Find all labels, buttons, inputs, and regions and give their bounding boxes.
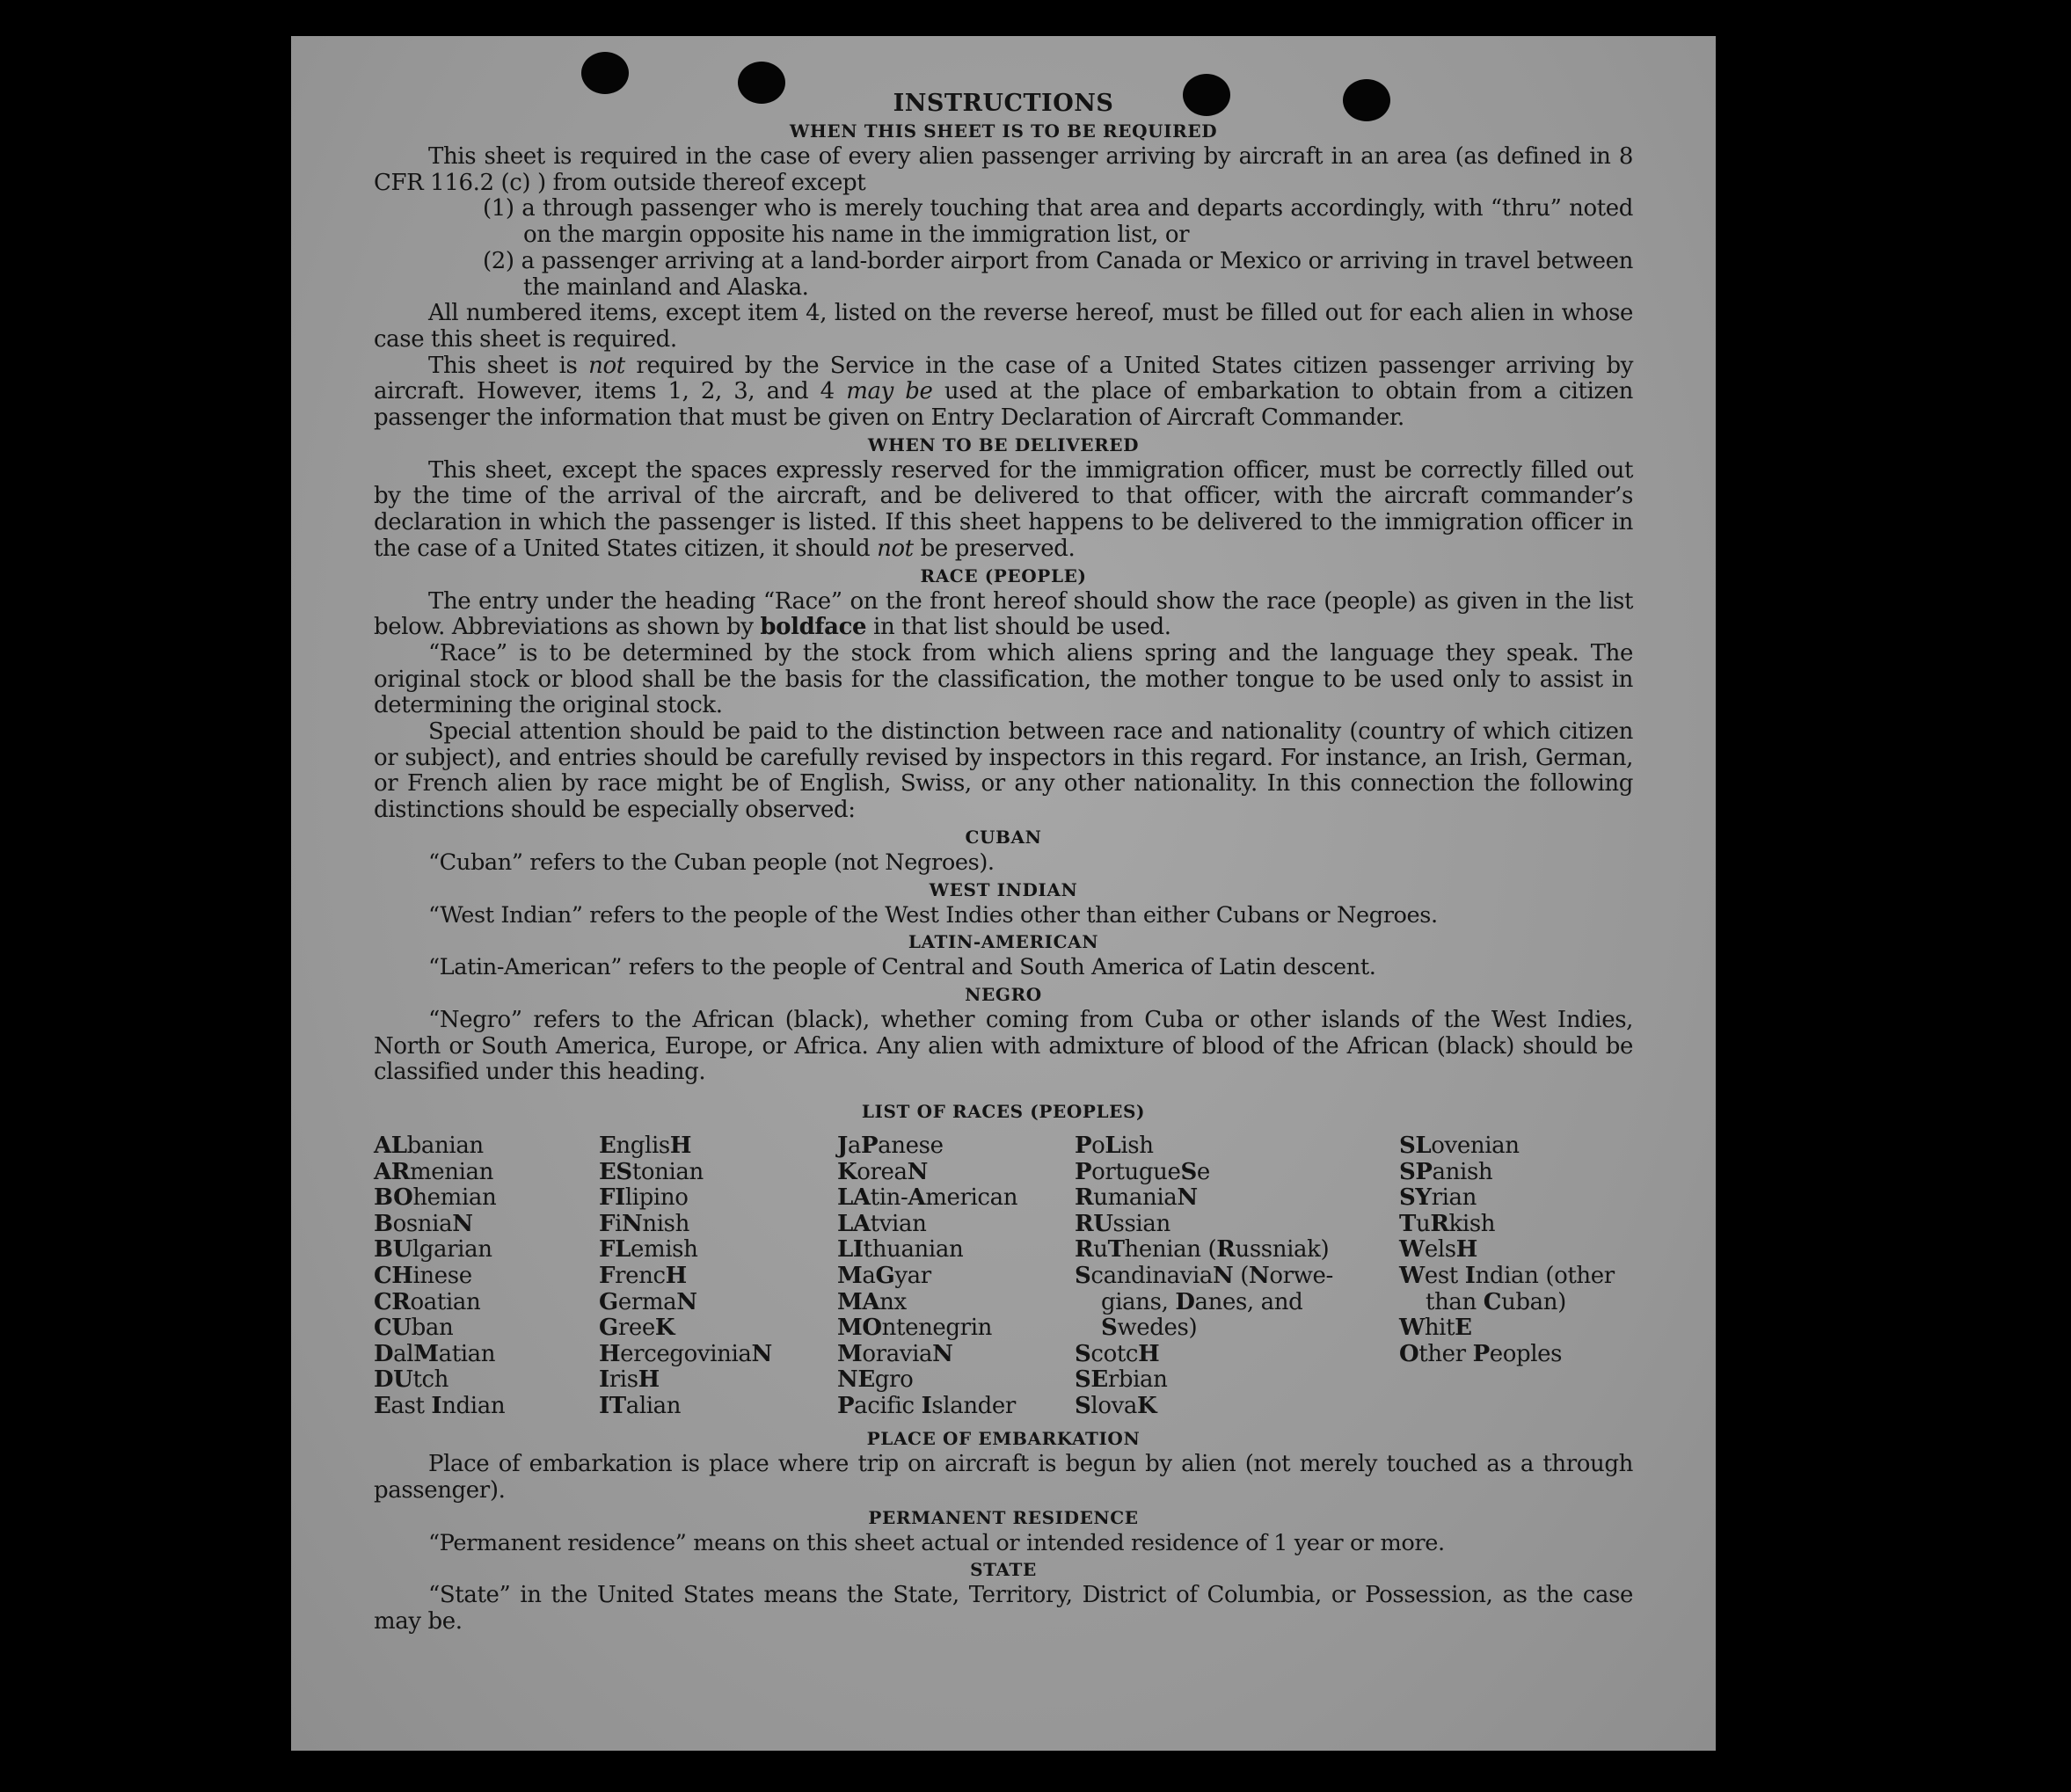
- race-entry: East Indian: [374, 1393, 506, 1420]
- race-entry: SLovenian: [1399, 1133, 1520, 1160]
- paragraph: “State” in the United States means the State, Territory, District of Columbia, or Possession, as the case may be.: [374, 1582, 1633, 1635]
- race-entry: DUtch: [374, 1366, 449, 1394]
- race-entry: RuThenian (Russniak): [1075, 1236, 1330, 1264]
- document-page: [291, 36, 1716, 1751]
- race-entry: DalMatian: [374, 1340, 496, 1367]
- race-entry: WhitE: [1399, 1315, 1472, 1342]
- race-entry: KoreaN: [837, 1158, 928, 1185]
- definition: “West Indian” refers to the people of the West Indies other than either Cubans or Negroes.: [428, 901, 1438, 929]
- race-entry: BosniaN: [374, 1210, 473, 1237]
- race-entry: SlovaK: [1075, 1393, 1157, 1420]
- race-entry: ARmenian: [374, 1158, 494, 1185]
- section-heading: PERMANENT RESIDENCE: [868, 1506, 1139, 1528]
- races-column: [1399, 1133, 1615, 1367]
- race-entry: than Cuban): [1426, 1288, 1566, 1315]
- races-column: [374, 1133, 505, 1420]
- punch-hole: [581, 52, 629, 94]
- race-entry: PoLish: [1075, 1133, 1154, 1160]
- race-entry: SErbian: [1075, 1366, 1168, 1394]
- race-entry: ScotcH: [1075, 1340, 1160, 1367]
- race-entry: BOhemian: [374, 1184, 497, 1212]
- race-entry: MAnx: [837, 1288, 907, 1315]
- race-entry: LAtin-American: [837, 1184, 1018, 1212]
- races-column: [599, 1133, 772, 1420]
- race-entry: BUlgarian: [374, 1236, 492, 1264]
- race-entry: CUban: [374, 1315, 454, 1342]
- race-entry: FLemish: [599, 1236, 698, 1264]
- document-body: [374, 90, 1633, 1635]
- race-entry: Swedes): [1101, 1315, 1198, 1342]
- race-entry: Pacific Islander: [837, 1393, 1016, 1420]
- race-entry: MoraviaN: [837, 1340, 953, 1367]
- race-entry: SYrian: [1399, 1184, 1477, 1212]
- definition: “Permanent residence” means on this sheet actual or intended residence of 1 year or more.: [428, 1529, 1445, 1556]
- race-entry: RUssian: [1075, 1210, 1170, 1237]
- races-list: [374, 1133, 1633, 1450]
- section-heading: WHEN THIS SHEET IS TO BE REQUIRED: [789, 120, 1218, 142]
- race-entry: PortugueSe: [1075, 1158, 1210, 1185]
- section-heading: NEGRO: [965, 983, 1042, 1005]
- race-entry: MaGyar: [837, 1263, 931, 1290]
- race-entry: WelsH: [1399, 1236, 1477, 1264]
- section-heading: LATIN-AMERICAN: [908, 931, 1099, 953]
- race-entry: TuRkish: [1399, 1210, 1496, 1237]
- definition: “Latin-American” refers to the people of Central and South America of Latin descent.: [428, 954, 1376, 981]
- race-entry: CRoatian: [374, 1288, 481, 1315]
- race-entry: GermaN: [599, 1288, 697, 1315]
- race-entry: gians, Danes, and: [1101, 1288, 1303, 1315]
- race-entry: EnglisH: [599, 1133, 691, 1160]
- race-entry: FiNnish: [599, 1210, 689, 1237]
- document-title: INSTRUCTIONS: [893, 90, 1114, 117]
- race-entry: HercegoviniaN: [599, 1340, 772, 1367]
- list-item: (2) a passenger arriving at a land-border airport from Canada or Mexico or arriving in travel between the mainland and Alaska.: [483, 247, 1633, 301]
- race-entry: JaPanese: [837, 1133, 944, 1160]
- race-entry: ALbanian: [374, 1133, 484, 1160]
- races-column: [1075, 1133, 1333, 1420]
- race-entry: Other Peoples: [1399, 1340, 1563, 1367]
- paragraph: The entry under the heading “Race” on the front hereof should show the race (people) as given in the list below. Abbreviations as shown by boldface in that list should be used.: [374, 587, 1633, 641]
- paragraph: This sheet is required in the case of every alien passenger arriving by aircraft in an area (as defined in 8 CFR 116.2 (c) ) from outside thereof except: [374, 143, 1633, 196]
- race-entry: LAtvian: [837, 1210, 927, 1237]
- race-entry: IrisH: [599, 1366, 660, 1394]
- section-heading: WHEN TO BE DELIVERED: [867, 433, 1140, 455]
- paragraph: Special attention should be paid to the distinction between race and nationality (country of which citizen or subject), and entries should be carefully revised by inspectors in this regard. For instance, an Irish, German, or French alien by race might be of English, Swiss, or any other nationality. In this connection the following distinctions should be especially observed:: [374, 718, 1633, 824]
- race-entry: ITalian: [599, 1393, 682, 1420]
- race-entry: FrencH: [599, 1263, 687, 1290]
- races-column: [837, 1133, 1017, 1420]
- paragraph: All numbered items, except item 4, listed on the reverse hereof, must be filled out for each alien in whose case this sheet is required.: [374, 300, 1633, 353]
- list-item: (1) a through passenger who is merely touching that area and departs accordingly, with “thru” noted on the margin opposite his name in the immigration list, or: [483, 195, 1633, 249]
- section-heading: CUBAN: [965, 826, 1042, 848]
- race-entry: FIlipino: [599, 1184, 689, 1212]
- section-heading: WEST INDIAN: [929, 878, 1078, 900]
- race-entry: ScandinaviaN (Norwe-: [1075, 1263, 1333, 1290]
- section-heading: RACE (PEOPLE): [920, 565, 1087, 586]
- race-entry: MOntenegrin: [837, 1315, 992, 1342]
- paragraph: This sheet is not required by the Service in the case of a United States citizen passenger arriving by aircraft. However, items 1, 2, 3, and 4 may be used at the place of embarkation to obtain from a citizen passenger the information that must be given on Entry Declaration of Aircraft Commander.: [374, 352, 1633, 432]
- race-entry: EStonian: [599, 1158, 704, 1185]
- definition: “Cuban” refers to the Cuban people (not Negroes).: [428, 849, 995, 876]
- section-heading: PLACE OF EMBARKATION: [866, 1428, 1141, 1450]
- race-entry: GreeK: [599, 1315, 675, 1342]
- paragraph: This sheet, except the spaces expressly reserved for the immigration officer, must be correctly filled out by the time of the arrival of the aircraft, and be delivered to that officer, with the aircraft commander’s declaration in which the passenger is listed. If this sheet happens to be delivered to the immigration officer in the case of a United States citizen, it should not be preserved.: [374, 456, 1633, 562]
- race-entry: West Indian (other: [1399, 1263, 1615, 1290]
- race-entry: LIthuanian: [837, 1236, 964, 1264]
- race-entry: CHinese: [374, 1263, 472, 1290]
- section-heading: LIST OF RACES (PEOPLES): [861, 1101, 1146, 1123]
- section-heading: STATE: [970, 1559, 1037, 1581]
- race-entry: RumaniaN: [1075, 1184, 1198, 1212]
- paragraph: Place of embarkation is place where trip on aircraft is begun by alien (not merely touched as a through passenger).: [374, 1451, 1633, 1504]
- race-entry: SPanish: [1399, 1158, 1493, 1185]
- paragraph: “Negro” refers to the African (black), whether coming from Cuba or other islands of the West Indies, North or South America, Europe, or Africa. Any alien with admixture of blood of the African (black) should be classified under this heading.: [374, 1006, 1633, 1086]
- paragraph: “Race” is to be determined by the stock from which aliens spring and the language they speak. The original stock or blood shall be the basis for the classification, the mother tongue to be used only to assist in determining the original stock.: [374, 639, 1633, 719]
- race-entry: NEgro: [837, 1366, 914, 1394]
